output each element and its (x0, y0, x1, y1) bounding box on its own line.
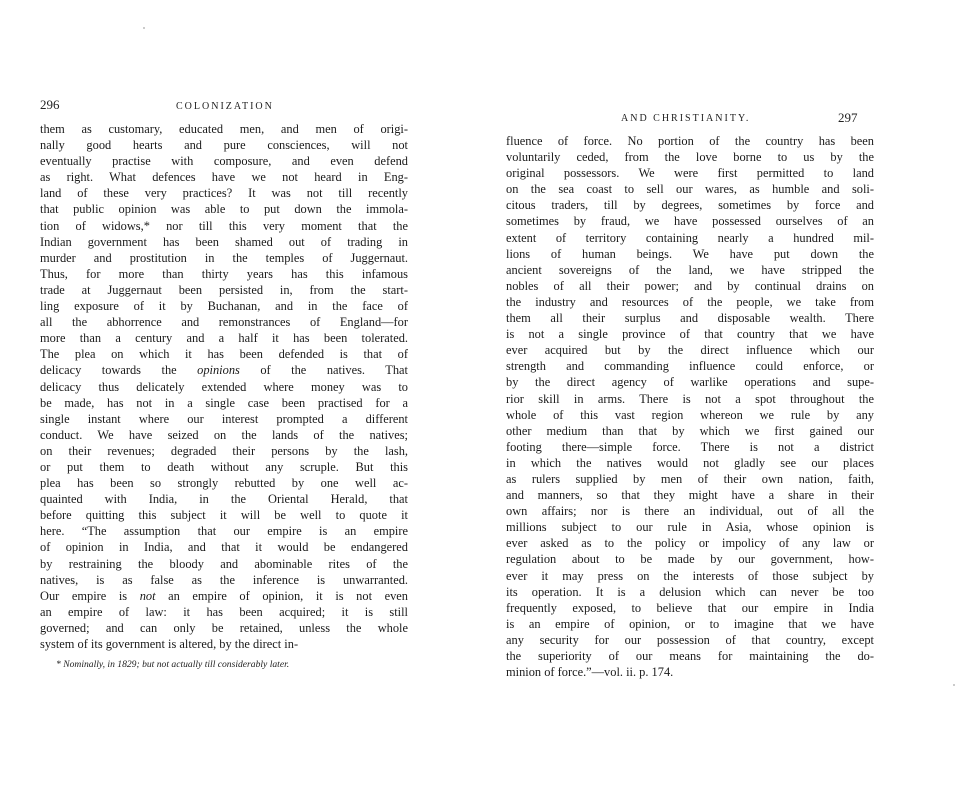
text-line: other medium than that by which we first gained our (506, 423, 874, 438)
text-line: before quitting this subject it will be well to quote it (40, 508, 408, 523)
text-line: millions subject to our rule in Asia, whose opinion is (506, 520, 874, 535)
text-line: of opinion in India, and that it would be endangered (40, 540, 408, 555)
text-line: ancient sovereigns of the land, we have stripped the (506, 262, 874, 277)
footnote: * Nominally, in 1829; but not actually till considerably later. (56, 659, 290, 670)
text-line: all the abhorrence and remonstrances of England—for (40, 315, 408, 330)
text-line: minion of force.”—vol. ii. p. 174. (506, 665, 674, 680)
text-line: ever it may press on the interests of those subject by (506, 568, 874, 583)
text-line: own affairs; nor is there an individual, out of all the (506, 504, 874, 519)
text-line: citous traders, till by degrees, sometimes by force and (506, 198, 874, 213)
right-page-number: 297 (838, 110, 858, 125)
text-line: an empire of law: it has been acquired; it is still (40, 604, 408, 619)
text-line: as right. What defences have we not heard in Eng- (40, 170, 408, 185)
text-line: rior skill in arms. There is not a spot throughout the (506, 391, 874, 406)
text-line: delicacy towards the opinions of the natives. That (40, 363, 408, 378)
left-body-text (40, 121, 408, 652)
left-running-head: COLONIZATION (176, 101, 274, 112)
text-line: the superiority of our means for maintaining the do- (506, 649, 874, 663)
text-line: as rulers supplied by men of their own nation, faith, (506, 471, 874, 486)
text-line: them as customary, educated men, and men of origi- (40, 122, 408, 136)
text-line: ling exposure of it by Buchanan, and in the face of (40, 299, 408, 314)
text-line: original possessors. We were first permitted to land (506, 166, 874, 181)
text-line: Our empire is not an empire of opinion, it is not even (40, 588, 408, 603)
text-line: whole of this vast region whereon we rule by any (506, 407, 874, 422)
text-line: by restraining the bloody and abominable rites of the (40, 556, 408, 571)
text-line: plea has been so strongly rebutted by one well ac- (40, 476, 408, 491)
text-line: and manners, so that they might have a share in their (506, 488, 874, 503)
text-line: them all their surplus and disposable wealth. There (506, 311, 874, 326)
text-line: fluence of force. No portion of the country has been (506, 134, 874, 148)
text-line: tion of widows,* nor till this very moment that the (40, 218, 408, 233)
text-line: murder and prostitution in the temples of Juggernaut. (40, 250, 408, 265)
text-line: sometimes by fraud, we have possessed ourselves of an (506, 214, 874, 229)
text-line: The plea on which it has been defended is that of (40, 347, 408, 362)
text-line: Indian government has been shamed out of trading in (40, 234, 408, 249)
text-line: frequently exposed, to believe that our empire in India (506, 600, 874, 615)
text-line: land of these very practices? It was not till recently (40, 186, 408, 201)
text-line: on their revenues; degraded their persons by the lash, (40, 443, 408, 458)
text-line: on the sea coast to sell our wares, as humble and soli- (506, 182, 874, 197)
text-line: nally good hearts and pure consciences, will not (40, 138, 408, 153)
text-line: quainted with India, in the Oriental Herald, that (40, 492, 408, 507)
text-line: the industry and resources of the people, we take from (506, 294, 874, 309)
text-line: governed; and can only be retained, unless the whole (40, 620, 408, 635)
text-line: that public opinion was able to put down the immola- (40, 202, 408, 217)
text-line: single instant where our interest prompted a different (40, 411, 408, 426)
text-line: is an empire of opinion, or to imagine that we have (506, 616, 874, 631)
text-line: delicacy thus delicately extended where money was to (40, 379, 408, 394)
right-body-text (506, 133, 874, 680)
text-line: nobles of all their power; and by continual drains on (506, 278, 874, 293)
right-running-head: AND CHRISTIANITY. (621, 113, 751, 124)
text-line: footing there—simple force. There is not a district (506, 439, 874, 454)
text-line: or put them to death without any scruple. But this (40, 459, 408, 474)
text-line: ever asked as to the policy or impolicy of any law or (506, 536, 874, 551)
text-line: extent of territory containing nearly a hundred mil- (506, 230, 874, 245)
left-page-number: 296 (40, 97, 60, 112)
text-line: lions of human beings. We have put down the (506, 246, 874, 261)
text-line: voluntarily ceded, from the love borne to us by the (506, 150, 874, 165)
text-line: in which the natives would not gladly see our places (506, 455, 874, 470)
paper-speck (143, 27, 145, 29)
paper-speck (953, 684, 955, 686)
text-line: conduct. We have seized on the lands of the natives; (40, 427, 408, 442)
text-line: is not a single province of that country that we have (506, 327, 874, 342)
text-line: more than a century and a half it has been tolerated. (40, 331, 408, 346)
text-line: regulation about to be made by our government, how- (506, 552, 874, 567)
text-line: eventually practise with composure, and even defend (40, 154, 408, 169)
text-line: here. “The assumption that our empire is an empire (40, 524, 408, 539)
text-line: Thus, for more than thirty years has this infamous (40, 266, 408, 281)
text-line: ever acquired but by the direct influence which our (506, 343, 874, 358)
text-line: system of its government is altered, by the direct in- (40, 637, 299, 651)
text-line: be made, has not in a single case been practised for a (40, 395, 408, 410)
text-line: its operation. It is a delusion which can never be too (506, 584, 874, 599)
text-line: natives, is as false as the inference is unwarranted. (40, 572, 408, 587)
text-line: by the direct agency of warlike operations and supe- (506, 375, 874, 390)
text-line: any security for our possession of that country, except (506, 632, 874, 647)
text-line: strength and commanding influence could enforce, or (506, 359, 874, 374)
text-line: trade at Juggernaut been persisted in, from the start- (40, 282, 408, 297)
